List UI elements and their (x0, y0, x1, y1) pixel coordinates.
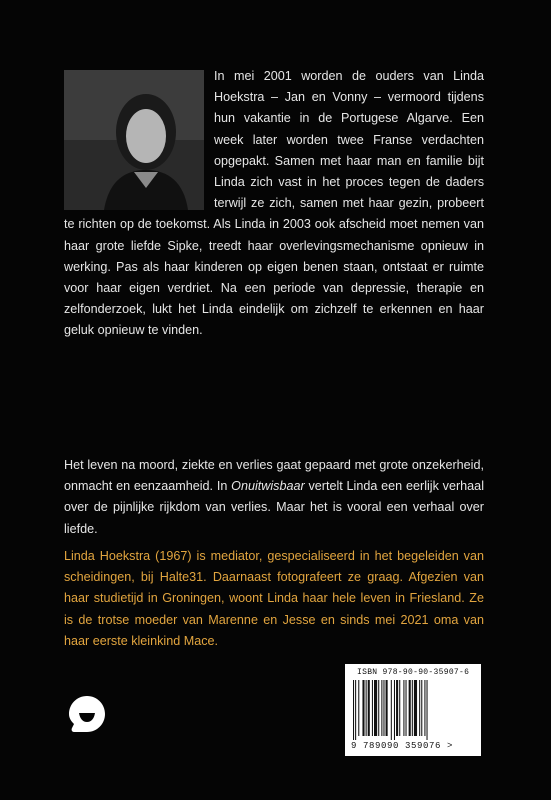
barcode-bar (412, 680, 413, 736)
barcode-bar (409, 680, 411, 736)
barcode-bar (383, 680, 384, 736)
isbn-barcode (345, 664, 481, 756)
barcode-bar (414, 680, 417, 736)
speech-bubble-smile-icon (66, 693, 108, 735)
barcode-bar (362, 680, 364, 736)
theme-text-end: vertelt Linda een eerlijk verhaal over de pijnlijke rijkdom van verlies. Maar het is vooral een verhaal over liefde. (64, 479, 484, 536)
barcode-bar (419, 680, 420, 736)
barcode-digits: 9 789090 359076 > (351, 741, 454, 751)
barcode-bar (427, 680, 428, 740)
barcode-bar (368, 680, 370, 736)
barcode-bar (353, 680, 354, 740)
barcode-bar (394, 680, 395, 740)
barcode-bar (355, 680, 356, 740)
theme-text-start: Het leven na moord, ziekte en verlies gaat gepaard met grote onzekerheid, onmacht en eenzaamheid. In (64, 458, 484, 494)
barcode-bar (399, 680, 400, 736)
barcode-bar (358, 680, 359, 736)
synopsis-text: In mei 2001 worden de ouders van Linda Hoekstra – Jan en Vonny – vermoord tijdens hun vakantie in de Portugese Algarve. Een week later worden twee Franse verdachten opgepakt. Samen met haar man en familie bijt Linda zich vast in het proces tegen de daders terwijl ze zich, samen met haar gezin, probeert te richten op de toekomst. Als Linda in 2003 ook afscheid moet nemen van haar grote liefde Sipke, treedt haar overlevingsmechanisme opnieuw in werking. Pas als haar kinderen op eigen benen staan, ontstaat er ruimte voor haar eigen verdriet. Na een periode van depressie, therapie en zelfonderzoek, lukt het Linda eindelijk om zichzelf te erkennen en haar geluk opnieuw te vinden. (64, 69, 484, 338)
barcode-bar (396, 680, 398, 736)
barcode-bar (381, 680, 382, 736)
barcode-bar (424, 680, 425, 736)
author-bio-paragraph (64, 546, 484, 652)
barcode-bar (372, 680, 373, 736)
barcode-bar (421, 680, 422, 736)
barcode-bar (374, 680, 377, 736)
barcode-bar (391, 680, 392, 740)
barcode-bar (386, 680, 388, 736)
publisher-logo (66, 693, 108, 735)
book-title: Onuitwisbaar (231, 479, 305, 494)
isbn-label: ISBN 978-90-90-35907-6 (357, 668, 470, 677)
barcode-bar (378, 680, 379, 736)
barcode-bar (406, 680, 407, 736)
barcode-bars (353, 680, 465, 740)
theme-paragraph (64, 455, 484, 540)
author-bio-text: Linda Hoekstra (1967) is mediator, gespecialiseerd in het begeleiden van scheidingen, bij Halte31. Daarnaast fotografeert ze graag. Afgezien van haar studietijd in Groningen, woont Linda haar hele leven in Friesland. Ze is de trotse moeder van Marenne en Jesse en sinds mei 2021 oma van haar eerste kleinkind Mace. (64, 549, 484, 648)
barcode-bar (366, 680, 367, 736)
barcode-bar (403, 680, 404, 736)
intro-paragraph (64, 66, 484, 342)
